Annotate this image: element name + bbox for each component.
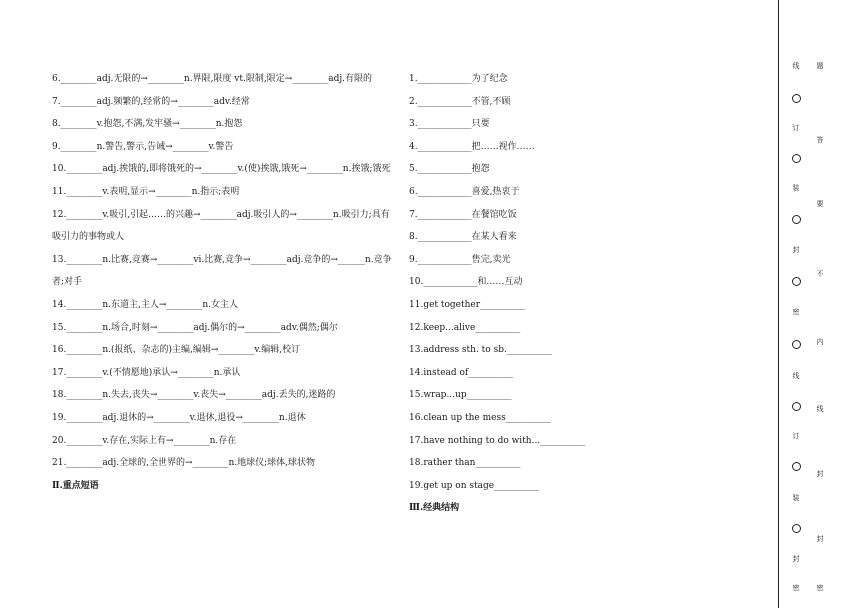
vocab-item-7: 7.________adj.频繁的,经常的→________adv.经常 xyxy=(52,96,250,107)
margin-char: 不 xyxy=(816,270,824,278)
vocab-item-19: 19.________adj.退休的→________v.退休,退役→________n.退休 xyxy=(52,412,306,423)
vocab-item-14: 14.________n.东道主,主人→________n.女主人 xyxy=(52,299,239,310)
phrase-item-3: 3.____________只要 xyxy=(409,119,490,130)
phrase-item-17: 17.have nothing to do with...__________ xyxy=(409,435,586,446)
margin-char: 装 xyxy=(792,494,800,502)
phrase-item-13: 13.address sth. to sb.__________ xyxy=(409,345,552,356)
phrase-item-18: 18.rather than__________ xyxy=(409,458,521,469)
margin-char: 线 xyxy=(792,372,800,380)
margin-char: 密 xyxy=(792,308,800,316)
binding-hole-icon xyxy=(792,402,801,411)
phrase-item-4: 4.____________把……视作…… xyxy=(409,141,535,152)
vocab-item-9: 9.________n.警告,警示,告诫→________v.警告 xyxy=(52,141,234,152)
vocab-item-16: 16.________n.(报纸、杂志的)主编,编辑→________v.编辑,校订 xyxy=(52,345,301,356)
binding-hole-icon xyxy=(792,524,801,533)
binding-hole-icon xyxy=(792,340,801,349)
section-heading-structures: Ⅲ.经典结构 xyxy=(409,503,460,514)
phrase-item-5: 5.____________抱怨 xyxy=(409,164,490,175)
vocab-item-21: 21.________adj.全球的,全世界的→________n.地球仪;球体,球状物 xyxy=(52,458,316,469)
margin-char: 答 xyxy=(816,136,824,144)
phrase-item-1: 1.____________为了纪念 xyxy=(409,74,508,84)
margin-char: 封 xyxy=(792,246,800,254)
margin-char: 订 xyxy=(792,432,800,440)
phrase-item-12: 12.keep...alive__________ xyxy=(409,322,521,333)
vocab-item-10: 10.________adj.挨饿的,即将饿死的→________v.(使)挨饿,饿死→________n.挨饿;饿死 xyxy=(52,164,391,175)
vocab-item-15: 15.________n.场合,时刻→________adj.偶尔的→________adv.偶然;偶尔 xyxy=(52,322,338,333)
vocab-item-20: 20.________v.存在,实际上有→________n.存在 xyxy=(52,435,237,446)
margin-char: 密 xyxy=(792,584,800,592)
phrase-item-16: 16.clean up the mess__________ xyxy=(409,412,551,423)
vocab-item-8: 8.________v.抱怨,不满,发牢骚→________n.抱怨 xyxy=(52,119,243,130)
phrase-item-7: 7.____________在餐馆吃饭 xyxy=(409,209,517,220)
margin-char: 封 xyxy=(792,555,800,563)
phrase-item-14: 14.instead of__________ xyxy=(409,367,514,378)
margin-char: 内 xyxy=(816,338,824,346)
binding-margin xyxy=(786,0,824,608)
margin-char: 密 xyxy=(816,584,824,592)
phrase-item-8: 8.____________在某人看来 xyxy=(409,232,517,243)
binding-hole-icon xyxy=(792,215,801,224)
phrase-item-19: 19.get up on stage__________ xyxy=(409,480,540,491)
margin-char: 题 xyxy=(816,62,824,70)
binding-hole-icon xyxy=(792,277,801,286)
phrase-item-9: 9.____________售完,卖光 xyxy=(409,254,511,265)
margin-char: 装 xyxy=(792,184,800,192)
vocab-item-12: 12.________v.吸引,引起……的兴趣→________adj.吸引人的→________n.吸引力;具有吸引力的事物或人 xyxy=(52,209,390,243)
vocab-item-17: 17.________v.(不情愿地)承认→________n.承认 xyxy=(52,367,241,378)
vocab-item-6: 6.________adj.无限的→________n.界限,限度 vt.限制,限定→________adj.有限的 xyxy=(52,74,373,84)
binding-line xyxy=(778,0,779,608)
phrase-item-11: 11.get together__________ xyxy=(409,299,526,310)
phrase-item-15: 15.wrap...up__________ xyxy=(409,390,512,401)
margin-char: 订 xyxy=(792,124,800,132)
margin-char: 要 xyxy=(816,200,824,208)
left-column xyxy=(52,68,394,497)
vocab-item-13: 13.________n.比赛,竞赛→________vi.比赛,竞争→________adj.竞争的→______n.竞争者;对手 xyxy=(52,254,392,288)
section-heading-phrases: Ⅱ.重点短语 xyxy=(52,480,99,491)
binding-hole-icon xyxy=(792,94,801,103)
phrase-item-10: 10.____________和……互动 xyxy=(409,277,523,288)
binding-hole-icon xyxy=(792,462,801,471)
margin-char: 封 xyxy=(816,470,824,478)
margin-char: 线 xyxy=(792,62,800,70)
margin-char: 线 xyxy=(816,405,824,413)
phrase-item-2: 2.____________不管,不顾 xyxy=(409,96,511,107)
right-column xyxy=(409,68,629,520)
binding-hole-icon xyxy=(792,154,801,163)
vocab-item-11: 11.________v.表明,显示→________n.指示;表明 xyxy=(52,186,240,197)
phrase-item-6: 6.____________喜爱,热衷于 xyxy=(409,186,520,197)
margin-char: 封 xyxy=(816,535,824,543)
vocab-item-18: 18.________n.失去,丧失→________v.丧失→________adj.丢失的,迷路的 xyxy=(52,390,336,401)
